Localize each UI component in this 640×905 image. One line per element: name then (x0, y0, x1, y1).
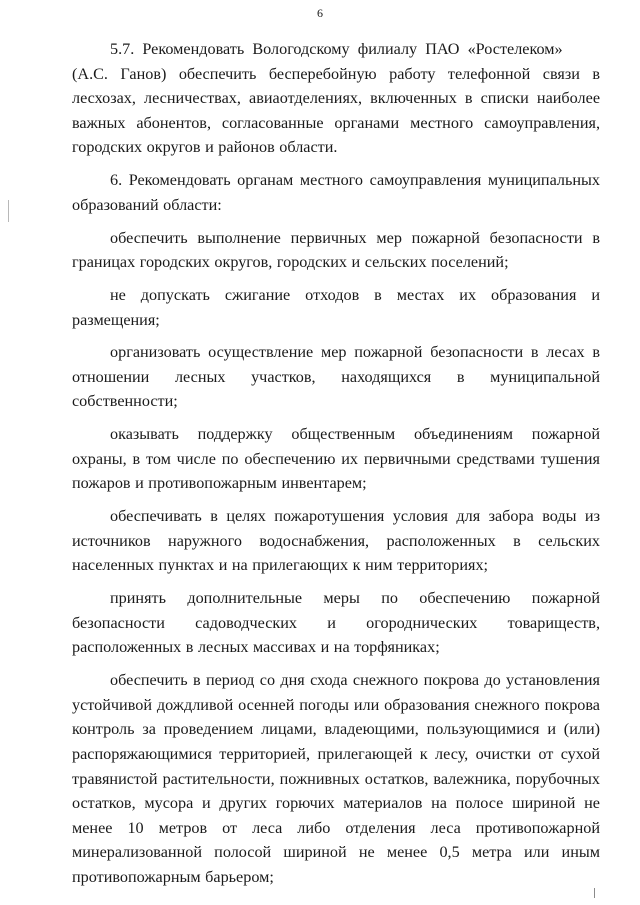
list-item-land-clearing-control: обеспечить в период со дня схода снежного покрова до установления устойчивой дождливой осенней погоды или образования снежного покрова контроль за проведением лицами, владеющими, пользующимися и (или) распоряжающимися территорией, прилегающей к лесу, очистки от сухой травянистой растительности, пожнивных остатков, валежника, порубочных остатков, мусора и других горючих материалов на полосе шириной не менее 10 метров от леса либо отделения леса противопожарной минерализованной полосой шириной не менее 0,5 метра или иным противопожарным барьером; (72, 671, 600, 886)
paragraph-5-7: 5.7. Рекомендовать Вологодскому филиалу ПАО «Ростелеком» (А.С. Ганов) обеспечить бесперебойную работу телефонной связи в лесхозах, лесничествах, авиаотделениях, включенных в списки наиболее важных абонентов, согласованные органами местного самоуправления, городских округов и районов области. (72, 40, 600, 157)
scan-margin-mark (594, 888, 595, 898)
scan-margin-mark (8, 200, 9, 222)
list-item-garden-partnerships: принять дополнительные меры по обеспечению пожарной безопасности садоводческих и огороднических товариществ, расположенных в лесных массивах и на торфяниках; (72, 589, 600, 657)
list-item-forest-fire-safety: организовать осуществление мер пожарной безопасности в лесах в отношении лесных участков, находящихся в муниципальной собственности; (72, 343, 600, 411)
page-number: 6 (317, 6, 323, 20)
document-body (72, 37, 600, 898)
paragraph-6: 6. Рекомендовать органам местного самоуправления муниципальных образований области: (72, 171, 600, 214)
list-item-public-fire-associations: оказывать поддержку общественным объединениям пожарной охраны, в том числе по обеспечению их первичными средствами тушения пожаров и противопожарным инвентарем; (72, 425, 600, 493)
list-item-waste-burning: не допускать сжигание отходов в местах их образования и размещения; (72, 285, 600, 329)
list-item-fire-safety-measures: обеспечить выполнение первичных мер пожарной безопасности в границах городских округов, городских и сельских поселений; (72, 228, 600, 272)
list-item-water-supply: обеспечивать в целях пожаротушения условия для забора воды из источников наружного водоснабжения, расположенных в сельских населенных пунктах и на прилегающих к ним территориях; (72, 507, 600, 575)
